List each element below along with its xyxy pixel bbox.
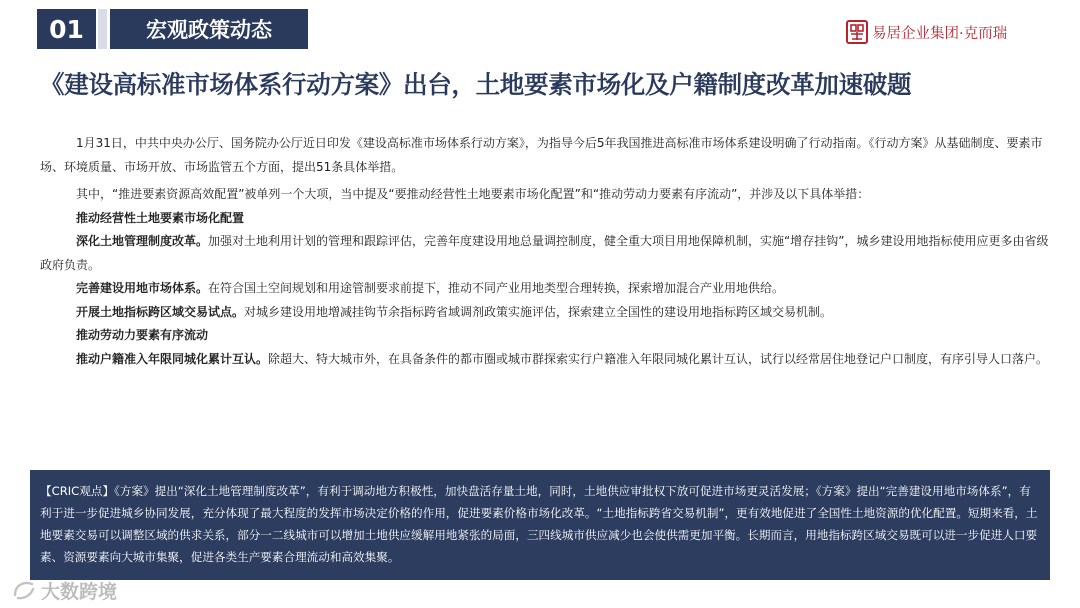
cric-viewpoint-text: 【CRIC观点】《方案》提出“深化土地管理制度改革”，有利于调动地方积极性，加快盘活存量土地，同时，土地供应审批权下放可促进市场更灵活发展；《方案》提出“完善建设用地市场体系”，有利于进一步促进城乡协同发展，充分体现了最大程度的发挥市场决定价格的作用，促进要素价格市场化改革。“土地指标跨省交易机制”，更有效地促进了全国性土地资源的优化配置。短期来看，土地要素交易可以调整区域的供求关系，部分一二线城市可以增加土地供应缓解用地紧张的局面，三四线城市供应减少也会使供需更加平衡。长期而言，用地指标跨区域交易既可以进一步促进人口要素、资源要素向大城市集聚，促进各类生产要素合理流动和高效集聚。 [40, 484, 1038, 564]
measure-text: 对城乡建设用地增减挂钩节余指标跨省域调剂政策实施评估，探索建立全国性的建设用地指标跨区域交易机制。 [244, 304, 833, 319]
measure-household-registration [40, 348, 1050, 372]
subheading-labor: 推动劳动力要素有序流动 [76, 328, 209, 342]
measure-land-quota-trading [40, 301, 1050, 325]
article-body [40, 132, 1050, 371]
section-number: 01 [37, 9, 96, 49]
cric-viewpoint-box [30, 470, 1050, 580]
measure-land-market [40, 277, 1050, 301]
measure-lead: 开展土地指标跨区域交易试点。 [76, 304, 245, 319]
header-divider [98, 9, 107, 49]
logo-seal-icon [846, 20, 868, 44]
watermark-logo-icon [12, 579, 36, 601]
measure-text: 在符合国土空间规划和用途管制要求前提下，推动不同产业用地类型合理转换，探索增加混合产业用地供给。 [208, 281, 785, 295]
measure-lead: 完善建设用地市场体系。 [76, 281, 209, 295]
watermark-text: 大数跨境 [41, 580, 118, 603]
measure-lead: 深化土地管理制度改革。 [76, 234, 209, 248]
paragraph-measures: 其中，“推进要素资源高效配置”被单列一个大项，当中提及“要推动经营性土地要素市场化配置”和“推动劳动力要素有序流动”，并涉及以下具体举措： [76, 187, 870, 201]
logo-brand-text: 易居企业集团·克而瑞 [872, 25, 1008, 42]
paragraph-intro: 1月31日，中共中央办公厅、国务院办公厅近日印发《建设高标准市场体系行动方案》，为指导今后5年我国推进高标准市场体系建设明确了行动指南。《行动方案》从基础制度、要素市场、环境质量、市场开放、市场监管五个方面，提出51条具体举措。 [40, 136, 1043, 174]
measure-lead: 推动户籍准入年限同城化累计互认。 [76, 351, 269, 366]
company-logo [846, 18, 1007, 46]
section-title: 宏观政策动态 [110, 9, 308, 49]
measure-text: 加强对土地利用计划的管理和跟踪评估，完善年度建设用地总量调控制度，健全重大项目用地保障机制，实施“增存挂钩”，城乡建设用地指标使用应更多由省级政府负责。 [40, 234, 1049, 272]
measure-text: 除超大、特大城市外，在具备条件的都市圈或城市群探索实行户籍准入年限同城化累计互认，试行以经常居住地登记户口制度，有序引导人口落户。 [268, 351, 1049, 366]
subheading-land: 推动经营性土地要素市场化配置 [76, 210, 245, 225]
measure-land-management [40, 230, 1050, 277]
page-title: 《建设高标准市场体系行动方案》出台，土地要素市场化及户籍制度改革加速破题 [40, 70, 912, 99]
watermark [12, 578, 117, 602]
